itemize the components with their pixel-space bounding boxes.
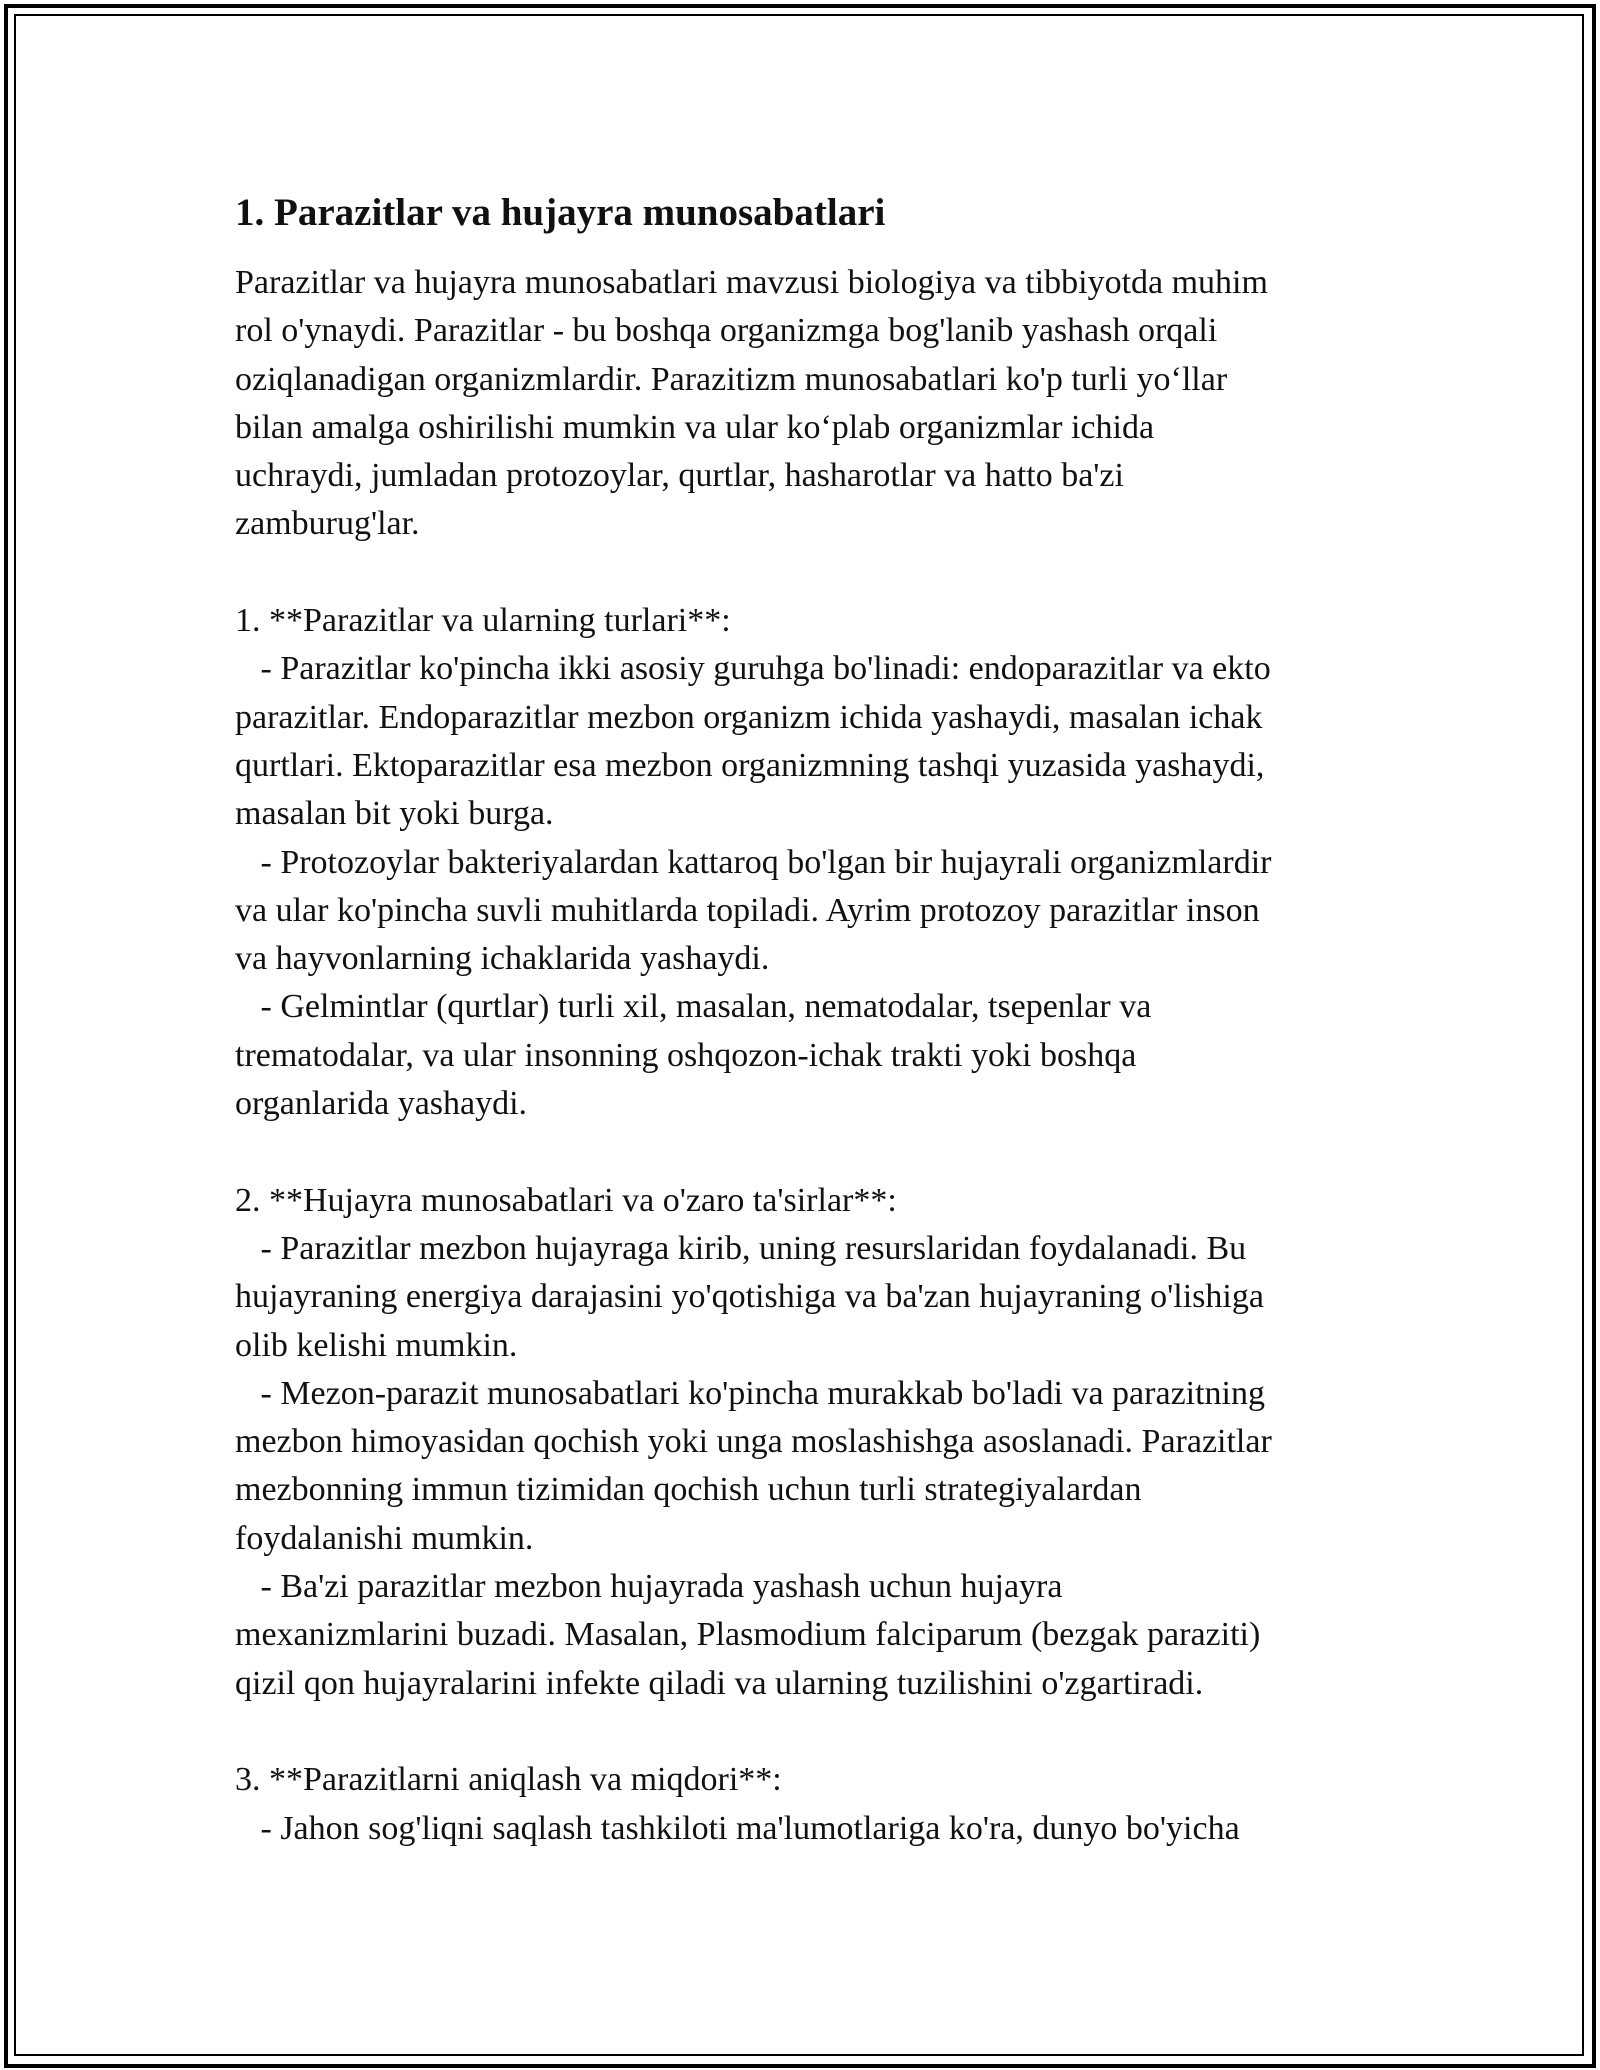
text-line: organlarida yashaydi. — [235, 1085, 528, 1123]
text-line: Parazitlar va hujayra munosabatlari mavzusi biologiya va tibbiyotda muhim — [235, 264, 1268, 301]
text-line: va hayvonlarning ichaklarida yashaydi. — [235, 940, 770, 978]
text-line: mexanizmlarini buzadi. Masalan, Plasmodium falciparum (bezgak paraziti) — [235, 1616, 1261, 1654]
document-title: 1. Parazitlar va hujayra munosabatlari — [235, 191, 886, 234]
text-line: - Parazitlar ko'pincha ikki asosiy guruhga bo'linadi: endoparazitlar va ekto — [235, 650, 1271, 688]
text-line: rol o'ynaydi. Parazitlar - bu boshqa organizmga bog'lanib yashash orqali — [235, 312, 1218, 350]
text-line: - Protozoylar bakteriyalardan kattaroq bo'lgan bir hujayrali organizmlardir — [235, 843, 1272, 881]
text-line: - Jahon sog'liqni saqlash tashkiloti ma'lumotlariga ko'ra, dunyo bo'yicha — [235, 1809, 1240, 1847]
text-line: hujayraning energiya darajasini yo'qotishiga va ba'zan hujayraning o'lishiga — [235, 1278, 1264, 1316]
text-line: trematodalar, va ular insonning oshqozon-ichak trakti yoki boshqa — [235, 1036, 1137, 1074]
text-line: olib kelishi mumkin. — [235, 1326, 518, 1364]
text-line: - Ba'zi parazitlar mezbon hujayrada yashash uchun hujayra — [235, 1568, 1063, 1606]
text-line: mezbon himoyasidan qochish yoki unga moslashishga asoslanadi. Parazitlar — [235, 1423, 1272, 1461]
paragraph-gap — [235, 549, 1385, 597]
intro-paragraph — [235, 259, 1385, 549]
text-line: - Gelmintlar (qurtlar) turli xil, masalan, nematodalar, tsepenlar va — [235, 988, 1152, 1026]
text-line: zamburug'lar. — [235, 505, 420, 543]
paragraph-gap — [235, 1708, 1385, 1756]
text-line: oziqlanadigan organizmlardir. Parazitizm munosabatlari ko'p turli yo‘llar — [235, 360, 1228, 398]
section-1 — [235, 597, 1385, 1128]
text-line: qurtlari. Ektoparazitlar esa mezbon organizmning tashqi yuzasida yashaydi, — [235, 746, 1265, 784]
text-line: masalan bit yoki burga. — [235, 795, 554, 833]
text-line: parazitlar. Endoparazitlar mezbon organizm ichida yashaydi, masalan ichak — [235, 698, 1263, 736]
text-line: - Mezon-parazit munosabatlari ko'pincha murakkab bo'ladi va parazitning — [235, 1374, 1265, 1412]
text-line: va ular ko'pincha suvli muhitlarda topiladi. Ayrim protozoy parazitlar inson — [235, 891, 1260, 929]
text-line: - Parazitlar mezbon hujayraga kirib, uning resurslaridan foydalanadi. Bu — [235, 1229, 1247, 1267]
text-line: qizil qon hujayralarini infekte qiladi va ularning tuzilishini o'zgartiradi. — [235, 1664, 1204, 1702]
section-heading: 2. **Hujayra munosabatlari va o'zaro ta'sirlar**: — [235, 1181, 897, 1219]
document-body — [235, 185, 1385, 1853]
section-heading: 3. **Parazitlarni aniqlash va miqdori**: — [235, 1761, 782, 1799]
text-line: uchraydi, jumladan protozoylar, qurtlar, hasharotlar va hatto ba'zi — [235, 457, 1124, 495]
section-heading: 1. **Parazitlar va ularning turlari**: — [235, 602, 731, 640]
paragraph-gap — [235, 1128, 1385, 1176]
section-3 — [235, 1756, 1385, 1853]
section-2 — [235, 1177, 1385, 1708]
text-line: foydalanishi mumkin. — [235, 1519, 534, 1557]
text-line: mezbonning immun tizimidan qochish uchun turli strategiyalardan — [235, 1471, 1142, 1509]
text-line: bilan amalga oshirilishi mumkin va ular ko‘plab organizmlar ichida — [235, 408, 1155, 446]
